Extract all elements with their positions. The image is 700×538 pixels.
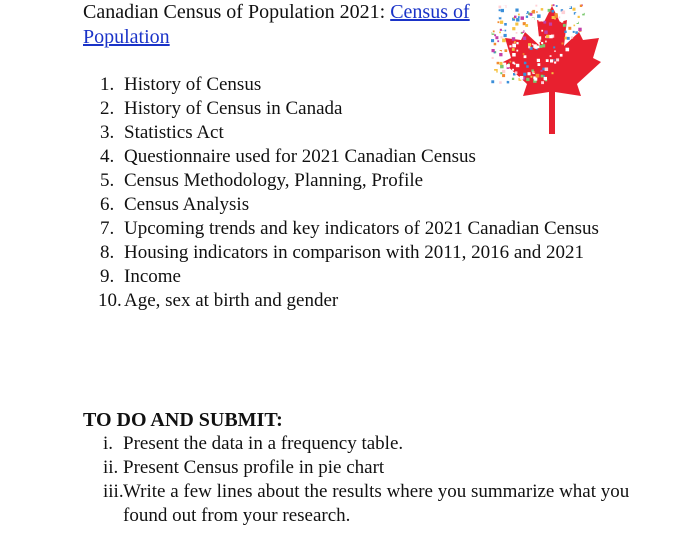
leaf-speckle [545, 68, 549, 72]
leaf-speckle [516, 50, 518, 52]
leaf-speckle [499, 15, 501, 17]
leaf-speckle [516, 18, 519, 21]
leaf-speckle [523, 53, 525, 55]
leaf-speckle [500, 29, 502, 31]
leaf-speckle [571, 36, 573, 38]
leaf-speckle [546, 35, 549, 38]
leaf-speckle [501, 9, 504, 12]
leaf-speckle [558, 13, 561, 16]
leaf-speckle [561, 20, 563, 22]
leaf-speckle [515, 9, 518, 12]
leaf-speckle [504, 23, 507, 26]
leaf-speckle [523, 37, 527, 41]
leaf-speckle [512, 69, 514, 71]
topic-item: 6. Census Analysis [100, 194, 250, 215]
leaf-speckle [534, 46, 537, 49]
leaf-speckle [575, 19, 579, 23]
title-text: Canadian Census of Population 2021: [83, 1, 391, 23]
leaf-speckle [538, 63, 541, 66]
leaf-speckle [495, 36, 498, 39]
leaf-speckle [581, 11, 584, 14]
leaf-speckle [541, 42, 543, 44]
leaf-speckle [578, 28, 581, 31]
leaf-speckle [491, 39, 494, 42]
leaf-speckle [540, 45, 543, 48]
leaf-speckle [520, 29, 523, 32]
leaf-speckle [499, 62, 502, 65]
leaf-speckle [538, 36, 541, 39]
leaf-speckle [531, 9, 533, 11]
leaf-speckle [578, 16, 580, 18]
leaf-speckle [499, 53, 502, 56]
topic-item: 10. Age, sex at birth and gender [98, 290, 339, 311]
leaf-speckle [554, 62, 556, 64]
leaf-speckle [569, 15, 572, 18]
leaf-speckle [575, 31, 578, 34]
leaf-speckle [534, 27, 538, 31]
task-item: iii. Write a few lines about the results where you summarize what you found out from your research. [103, 481, 630, 526]
leaf-speckle [514, 42, 516, 44]
leaf-speckle [502, 39, 506, 43]
leaf-speckle [541, 8, 544, 11]
leaf-speckle [543, 21, 546, 24]
leaf-speckle [554, 50, 556, 52]
leaf-speckle [526, 65, 529, 68]
leaf-speckle [549, 23, 552, 26]
leaf-speckle [562, 11, 566, 15]
leaf-speckle [524, 55, 527, 58]
leaf-speckle [518, 14, 520, 16]
leaf-speckle [506, 4, 509, 7]
leaf-speckle [563, 24, 566, 27]
leaf-speckle [567, 37, 570, 40]
leaf-speckle [492, 49, 495, 52]
leaf-speckle [574, 25, 576, 27]
leaf-speckle [499, 6, 502, 9]
leaf-speckle [505, 30, 507, 32]
leaf-speckle [542, 44, 545, 47]
leaf-speckle [552, 16, 555, 19]
leaf-speckle [550, 55, 552, 57]
leaf-speckle [516, 64, 519, 67]
leaf-speckle [500, 21, 503, 24]
task-item: ii. Present Census profile in pie chart [103, 457, 385, 478]
leaf-speckle [545, 41, 547, 43]
leaf-speckle [544, 31, 547, 34]
leaf-speckle [537, 14, 541, 18]
leaf-speckle [512, 53, 516, 57]
leaf-speckle [535, 5, 537, 7]
leaf-speckle [512, 27, 515, 30]
leaf-speckle [554, 18, 556, 20]
leaf-speckle [525, 11, 527, 13]
leaf-speckle [509, 45, 511, 47]
leaf-speckle [512, 44, 516, 48]
leaf-speckle [526, 16, 528, 18]
leaf-speckle [521, 16, 525, 20]
leaf-speckle [555, 13, 558, 16]
leaf-speckle [575, 13, 578, 16]
leaf-speckle [564, 31, 566, 33]
leaf-speckle [507, 8, 511, 12]
leaf-speckle [516, 32, 518, 34]
leaf-speckle [532, 18, 535, 21]
leaf-speckle [573, 31, 575, 33]
leaf-speckle [569, 6, 571, 8]
leaf-speckle [556, 5, 558, 7]
leaf-speckle [532, 44, 534, 46]
task-item: i. Present the data in a frequency table. [103, 433, 404, 454]
leaf-speckle [494, 43, 497, 46]
leaf-speckle [514, 63, 516, 65]
topic-item: 3. Statistics Act [100, 122, 224, 143]
leaf-speckle [502, 28, 504, 30]
topic-item: 4. Questionnaire used for 2021 Canadian Census [100, 146, 476, 167]
leaf-speckle [530, 22, 533, 25]
task-list [103, 432, 663, 528]
leaf-speckle [553, 46, 555, 48]
leaf-speckle [512, 48, 515, 51]
leaf-speckle [496, 31, 498, 33]
leaf-speckle [492, 57, 494, 59]
leaf-speckle [493, 21, 495, 23]
leaf-speckle [505, 49, 508, 52]
topic-item: 5. Census Methodology, Planning, Profile [100, 170, 424, 191]
leaf-speckle [507, 64, 510, 67]
leaf-speckle [514, 16, 517, 19]
leaf-speckle [500, 36, 502, 38]
leaf-speckle [549, 35, 552, 38]
leaf-speckle [550, 59, 553, 62]
leaf-speckle [499, 32, 501, 34]
leaf-speckle [528, 46, 530, 48]
topic-item: 1. History of Census [100, 74, 262, 95]
topic-list [100, 73, 600, 313]
census-of-population-link[interactable]: Census of Population [83, 1, 470, 48]
leaf-speckle [548, 9, 551, 12]
topic-item: 2. History of Census in Canada [100, 98, 343, 119]
leaf-speckle [553, 4, 555, 6]
leaf-speckle [554, 59, 556, 61]
leaf-speckle [493, 31, 495, 33]
leaf-speckle [498, 21, 500, 23]
topic-item: 7. Upcoming trends and key indicators of 2021 Canadian Census [100, 218, 599, 239]
leaf-speckle [528, 43, 531, 46]
leaf-speckle [568, 27, 571, 30]
leaf-speckle [573, 8, 576, 11]
leaf-speckle [580, 5, 582, 7]
leaf-speckle [494, 34, 496, 36]
leaf-speckle [556, 58, 559, 61]
leaf-speckle [551, 5, 553, 7]
topic-item: 9. Income [100, 266, 181, 287]
leaf-speckle [558, 17, 560, 19]
leaf-speckle [541, 30, 543, 32]
leaf-speckle [539, 19, 542, 22]
leaf-speckle [525, 24, 528, 27]
leaf-speckle [500, 65, 504, 69]
leaf-speckle [497, 40, 499, 42]
leaf-speckle [565, 37, 568, 40]
leaf-speckle [516, 42, 518, 44]
leaf-speckle [546, 59, 549, 62]
leaf-speckle [493, 65, 495, 67]
leaf-speckle [492, 63, 495, 66]
leaf-speckle [536, 11, 538, 13]
leaf-speckle [510, 61, 512, 63]
leaf-speckle [502, 5, 505, 8]
leaf-speckle [562, 43, 564, 45]
leaf-speckle [509, 30, 512, 33]
leaf-speckle [560, 54, 563, 57]
todo-heading: TO DO AND SUBMIT: [83, 409, 283, 431]
leaf-speckle [537, 59, 540, 62]
leaf-speckle [530, 13, 533, 16]
leaf-speckle [527, 7, 529, 9]
leaf-speckle [497, 62, 500, 65]
leaf-speckle [524, 62, 527, 64]
leaf-speckle [504, 34, 507, 37]
leaf-speckle [515, 23, 518, 26]
leaf-speckle [540, 70, 542, 72]
page-title [83, 0, 503, 50]
topic-item: 8. Housing indicators in comparison with 2011, 2016 and 2021 [100, 242, 584, 263]
leaf-speckle [512, 37, 515, 40]
leaf-speckle [552, 10, 555, 13]
leaf-speckle [504, 63, 506, 65]
leaf-speckle [566, 48, 570, 52]
leaf-speckle [499, 9, 501, 11]
leaf-speckle [518, 16, 520, 18]
